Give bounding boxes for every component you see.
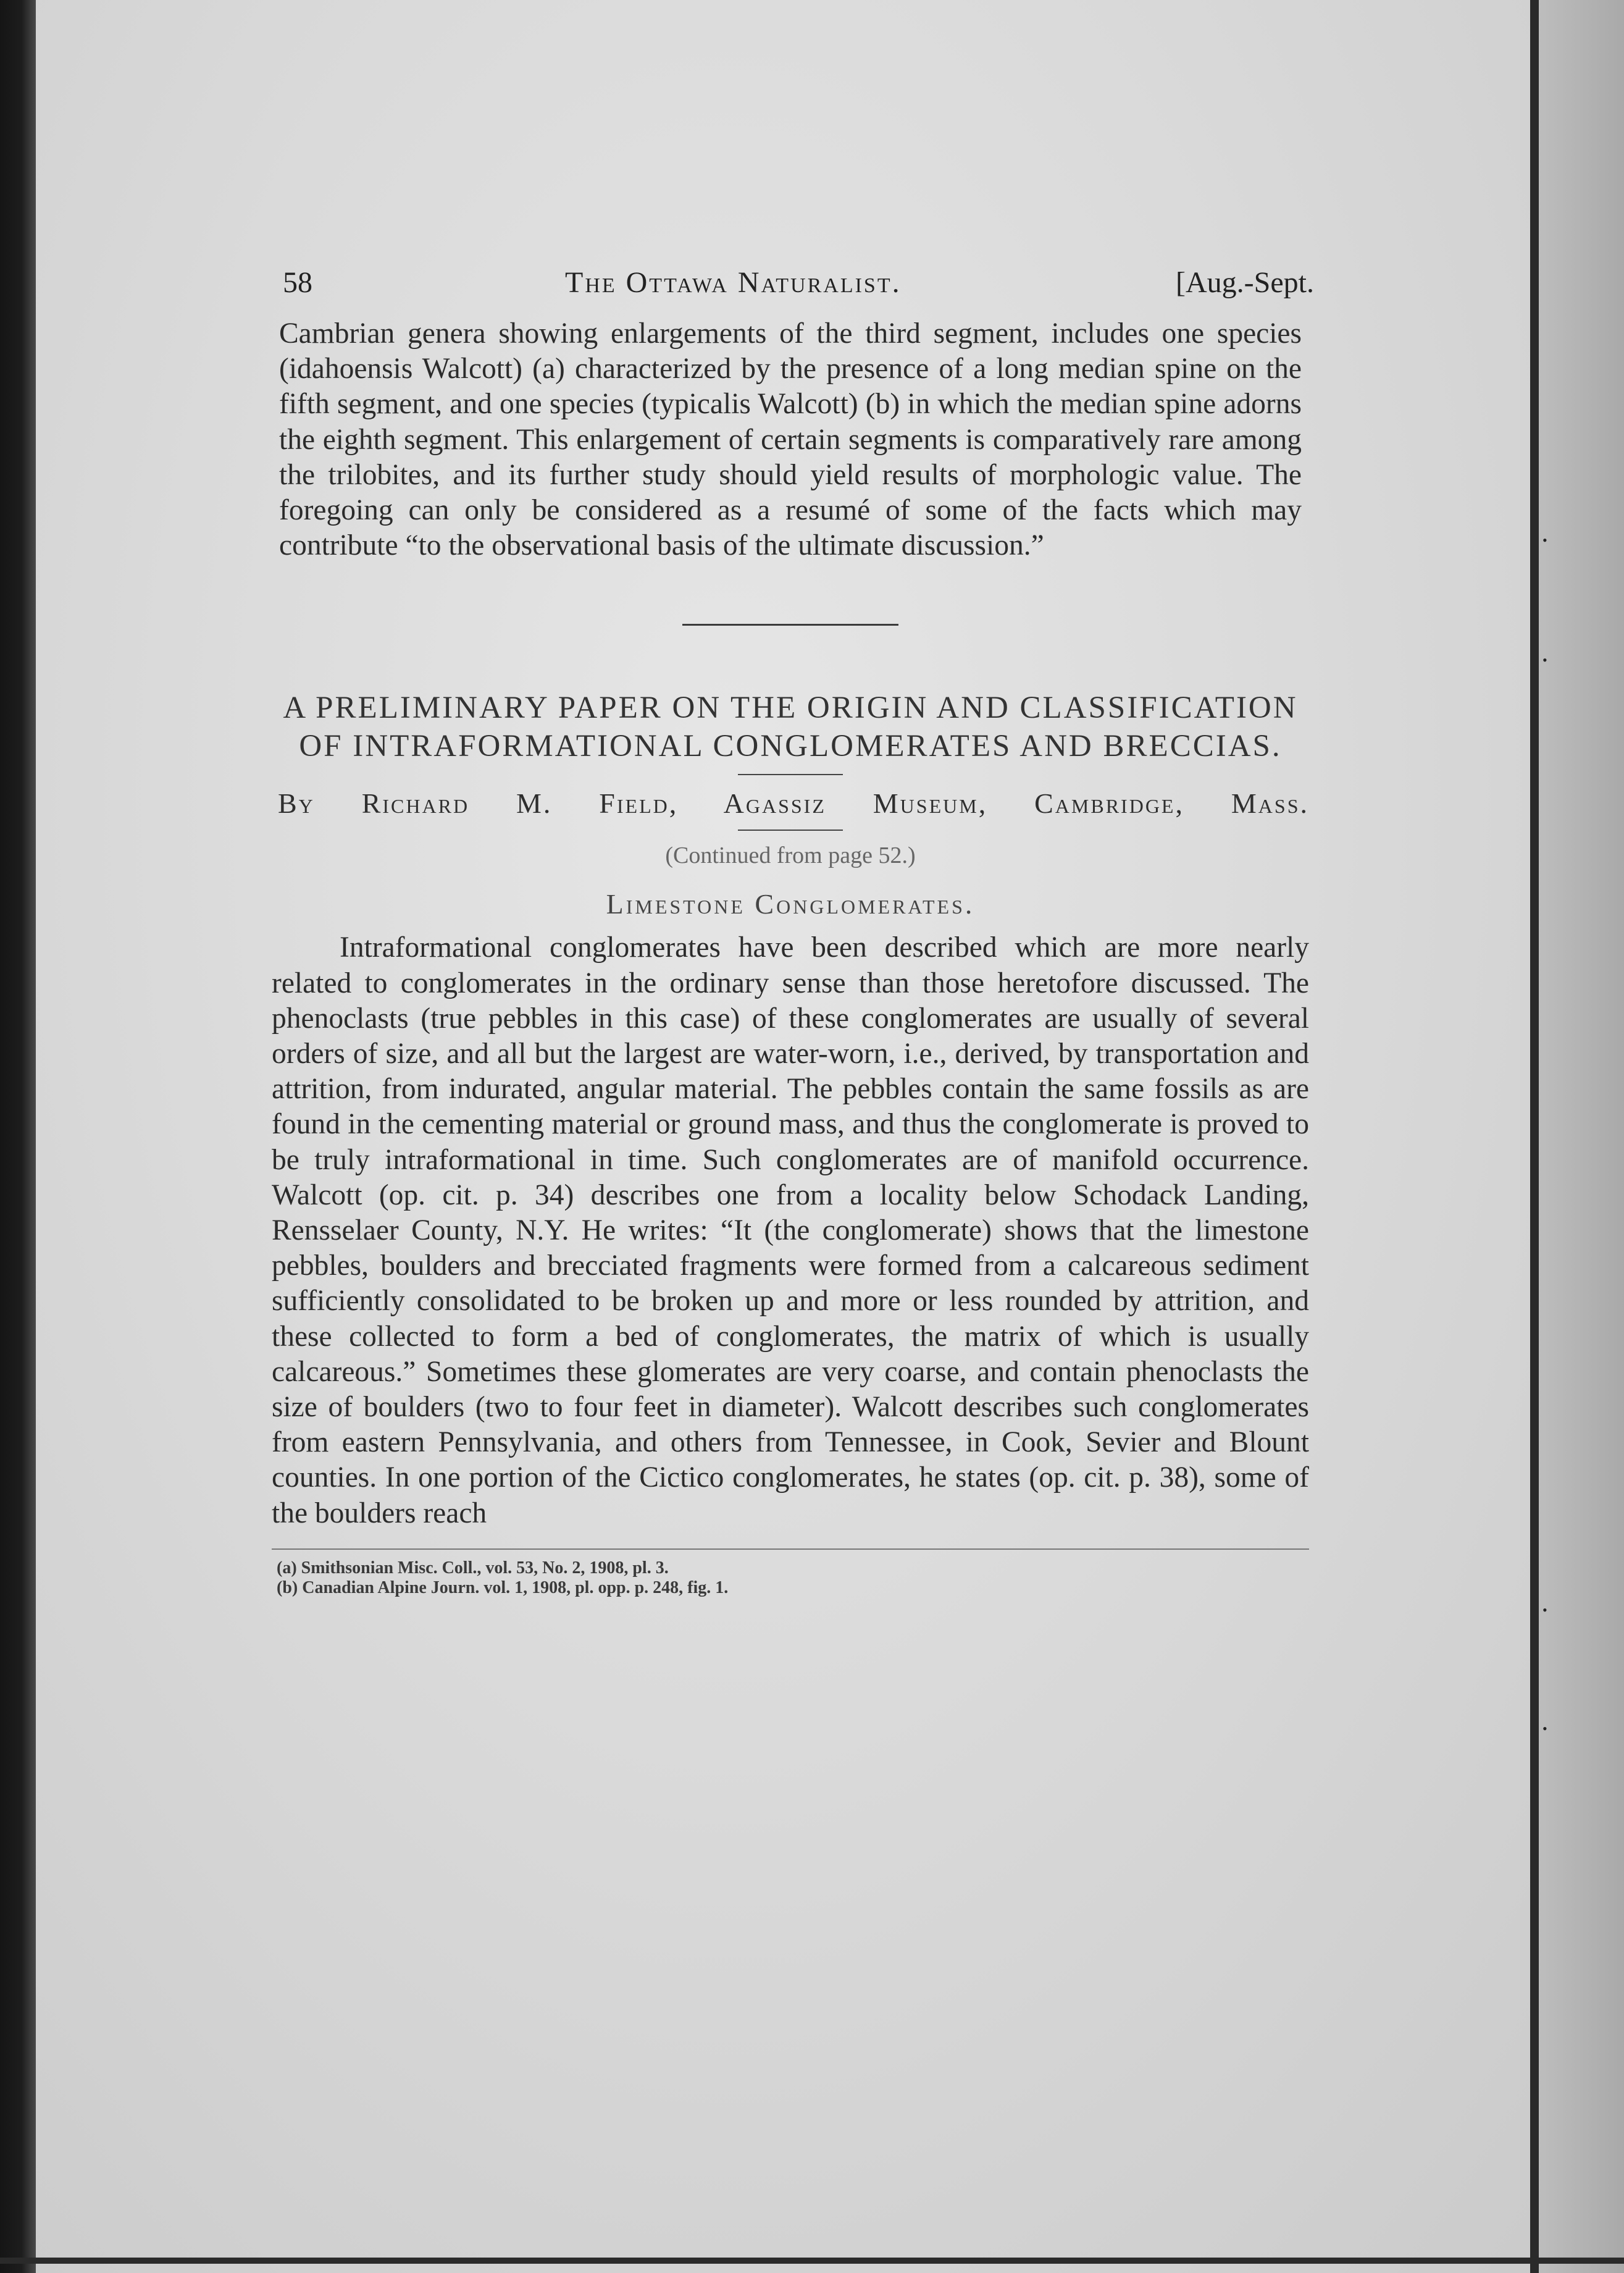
journal-title: The Ottawa Naturalist.	[565, 266, 902, 299]
footnotes	[272, 1558, 1309, 1598]
section-separator	[682, 624, 898, 626]
title-rule	[738, 774, 843, 775]
body-paragraph: Intraformational conglomerates have been described which are more nearly related to conglomerates in the ordinary sense than those heretofore discussed. The phenoclasts (true pebbles in this case) of these conglomerates are usually of several orders of size, and all but the largest are water-worn, i.e., derived, by transportation and attrition, from indurated, angular material. The pebbles contain the same fossils as are found in the cementing material or ground mass, and thus the conglomerate is proved to be truly intraformational in time. Such conglomerates are of manifold occurrence. Walcott (op. cit. p. 34) describes one from a locality below Schodack Landing, Rensselaer County, N.Y. He writes: “It (the conglomerate) shows that the limestone pebbles, boulders and brecciated fragments were formed from a calcareous sediment sufficiently consolidated to be broken up and more or less rounded by attrition, and these collected to form a bed of conglomerates, the matrix of which is usually calcareous.” Sometimes these glomerates are very coarse, and contain phenoclasts the size of boulders (two to four feet in diameter). Walcott describes such conglomerates from eastern Pennsylvania, and others from Tennessee, in Cook, Sevier and Blount counties. In one portion of the Cictico conglomerates, he states (op. cit. p. 38), some of the boulders reach	[272, 931, 1309, 1529]
article-byline: By Richard M. Field, Agassiz Museum, Cambridge, Mass.	[278, 788, 1309, 820]
right-margin	[1539, 0, 1624, 2273]
article-body	[272, 930, 1309, 1531]
intro-paragraph-block	[272, 316, 1309, 563]
article-title: A PRELIMINARY PAPER ON THE ORIGIN AND CLASSIFICATION OF INTRAFORMATIONAL CONGLOMERATES AND BRECCIAS.	[283, 691, 1298, 764]
section-heading: Limestone Conglomerates.	[606, 888, 975, 920]
page-content	[272, 266, 1314, 1598]
continued-note: (Continued from page 52.)	[665, 842, 916, 869]
running-header	[272, 266, 1314, 309]
right-border-line	[1530, 0, 1539, 2273]
intro-paragraph: Cambrian genera showing enlargements of the third segment, includes one species (idahoensis Walcott) (a) characterized by the presence of a long median spine on the fifth segment, and one species (typicalis Walcott) (b) in which the median spine adorns the eighth segment. This enlargement of certain segments is comparatively rare among the trilobites, and its further study should yield results of morphologic value. The foregoing can only be considered as a resumé of some of the facts which may contribute “to the observational basis of the ultimate discussion.”	[279, 317, 1302, 562]
footnote-a: (a) Smithsonian Misc. Coll., vol. 53, No. 2, 1908, pl. 3.	[277, 1558, 669, 1578]
margin-mark: •	[1542, 652, 1547, 668]
margin-mark: •	[1542, 1602, 1547, 1618]
footnote-b: (b) Canadian Alpine Journ. vol. 1, 1908, pl. opp. p. 248, fig. 1.	[277, 1578, 729, 1597]
page-number: 58	[283, 266, 312, 299]
left-binding-edge	[0, 0, 36, 2273]
footnote-rule	[272, 1548, 1309, 1550]
bottom-border-line	[0, 2258, 1624, 2264]
byline-rule	[738, 830, 843, 831]
margin-mark: •	[1542, 532, 1547, 548]
issue-date: [Aug.-Sept.	[1176, 266, 1314, 299]
margin-mark: •	[1542, 1721, 1547, 1736]
